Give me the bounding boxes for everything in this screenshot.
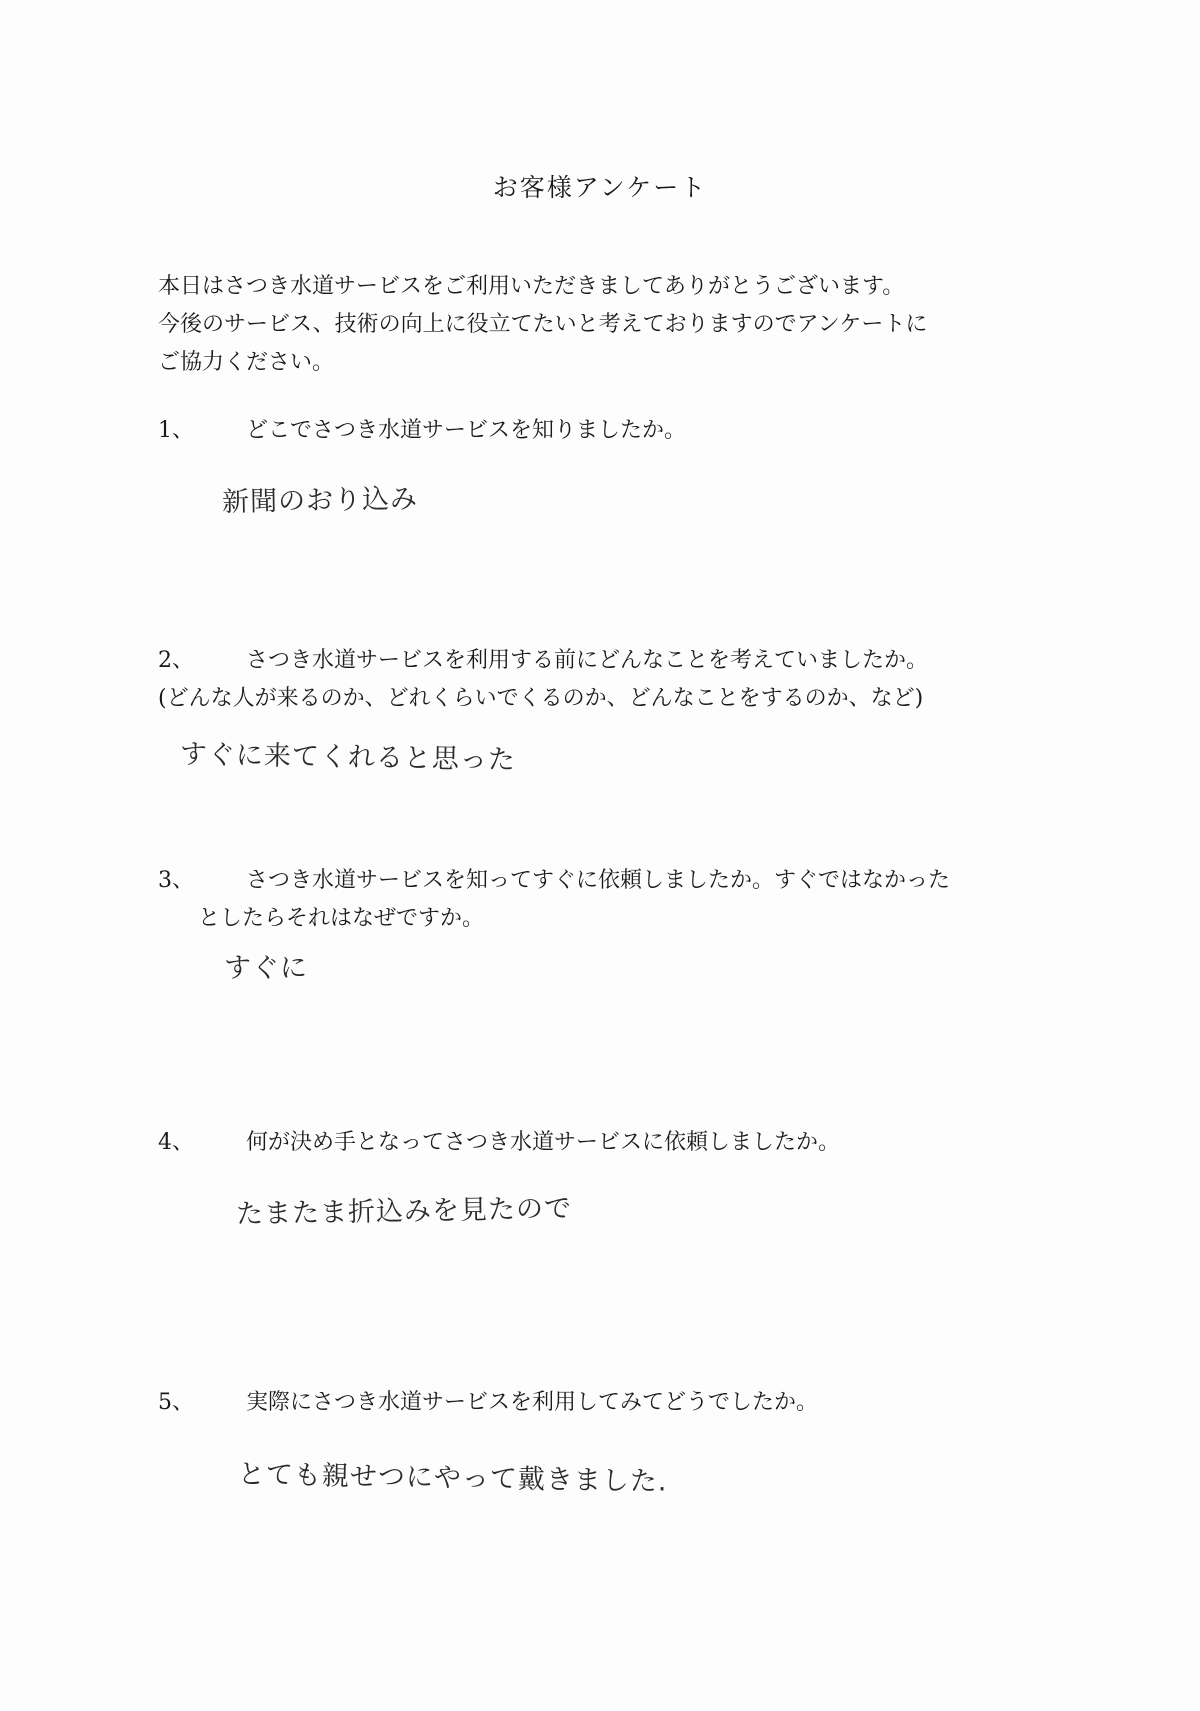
question-text: 何が決め手となってさつき水道サービスに依頼しましたか。 [246, 1130, 841, 1155]
question-3 [158, 862, 950, 938]
handwritten-answer-4: たまたま折込みを見たので [235, 1193, 573, 1230]
intro-line: ご協力ください。 [158, 350, 335, 375]
question-1 [158, 412, 686, 450]
intro-line: 今後のサービス、技術の向上に役立てたいと考えておりますのでアンケートに [158, 312, 928, 337]
question-2 [158, 642, 928, 718]
handwritten-answer-2: すぐに来てくれると思った [179, 739, 517, 776]
question-continuation: としたらそれはなぜですか。 [198, 906, 485, 931]
question-text: どこでさつき水道サービスを知りましたか。 [246, 418, 687, 443]
question-4 [158, 1124, 840, 1162]
intro-line: 本日はさつき水道サービスをご利用いただきましてありがとうございます。 [158, 274, 905, 299]
question-5 [158, 1384, 818, 1422]
survey-title: お客様アンケート [492, 173, 708, 202]
question-number: 5、 [158, 1390, 194, 1415]
handwritten-answer-5: とても親せつにやって戴きました. [237, 1459, 668, 1498]
question-number: 1、 [158, 418, 194, 443]
question-text: 実際にさつき水道サービスを利用してみてどうでしたか。 [246, 1390, 819, 1415]
intro-paragraph [158, 268, 1058, 382]
handwritten-answer-1: 新聞のおり込み [221, 483, 419, 518]
question-text: さつき水道サービスを知ってすぐに依頼しましたか。すぐではなかった [246, 868, 951, 893]
handwritten-answer-3: すぐに [224, 953, 308, 984]
question-note: (どんな人が来るのか、どれくらいでくるのか、どんなことをするのか、など) [158, 686, 924, 711]
question-number: 4、 [158, 1130, 194, 1155]
question-number: 2、 [158, 648, 194, 673]
question-text: さつき水道サービスを利用する前にどんなことを考えていましたか。 [246, 648, 929, 673]
question-number: 3、 [158, 868, 194, 893]
